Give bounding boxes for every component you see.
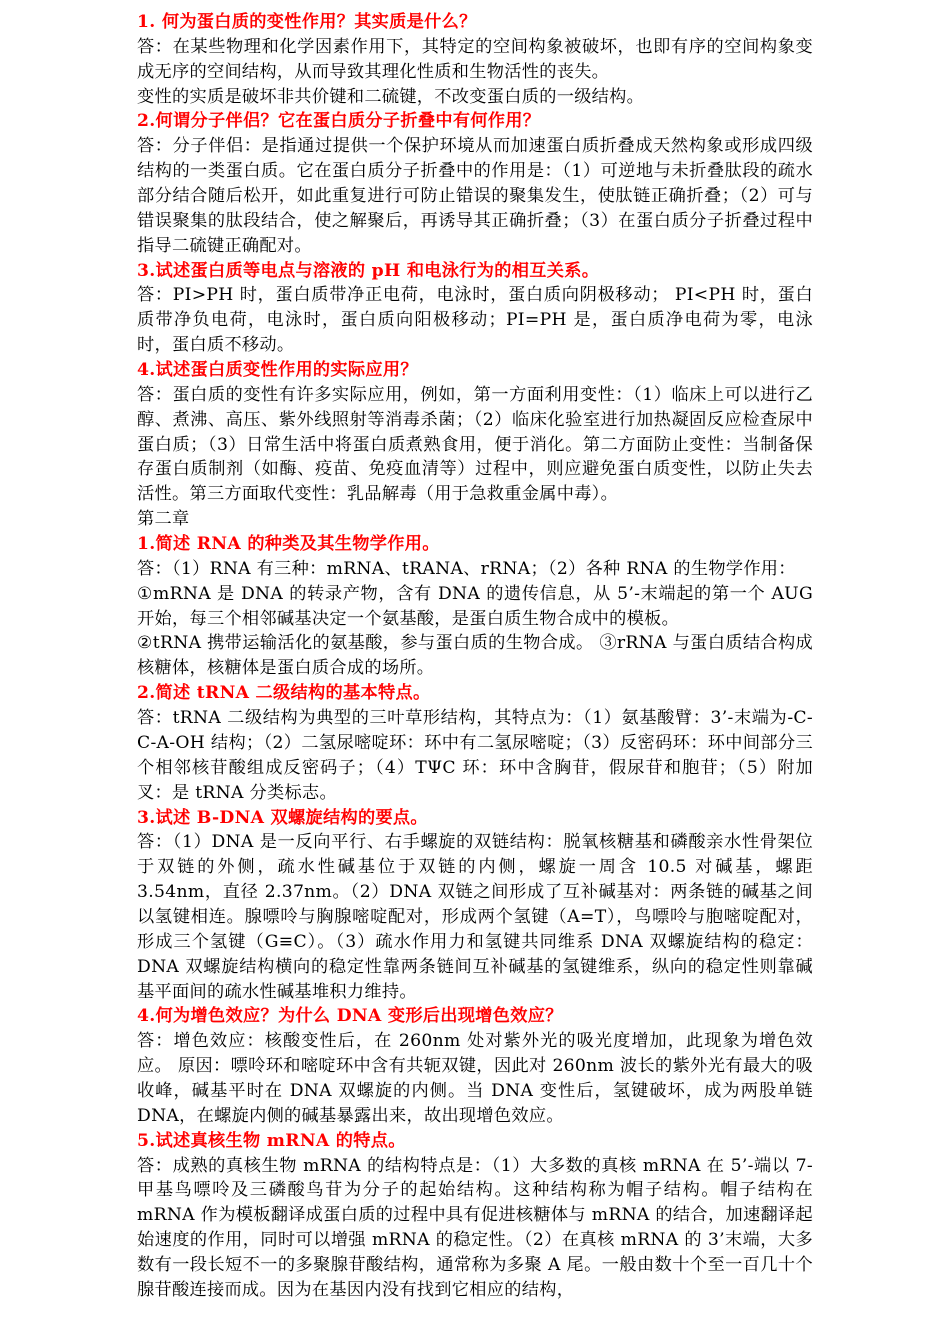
answer-paragraph: 答：成熟的真核生物 mRNA 的结构特点是：（1）大多数的真核 mRNA 在 5’-端以 7-甲基鸟嘌呤及三磷酸鸟苷为分子的起始结构。这种结构称为帽子结构。帽子结构在 mRNA 作为模板翻译成蛋白质的过程中具有促进核糖体与 mRNA 的结合，加速翻译起始速度的作用，同时可以增强 mRNA 的稳定性。（2）在真核 mRNA 的 3’末端，大多数有一段长短不一的多聚腺苷酸结构，通常称为多聚 A 尾。一般由数十个至一百几十个腺苷酸连接而成。因为在基因内没有找到它相应的结构， (137, 1155, 813, 1300)
question-heading: 4.试述蛋白质变性作用的实际应用？ (137, 360, 418, 381)
answer-paragraph: 答：增色效应：核酸变性后，在 260nm 处对紫外光的吸光度增加，此现象为增色效应。 原因：嘌呤环和嘧啶环中含有共轭双键，因此对 260nm 波长的紫外光有最大的吸收峰，碱基平时在 DNA 双螺旋的内侧。当 DNA 变性后，氢键破坏，成为两股单链 DNA，在螺旋内侧的碱基暴露出来，故出现增色效应。 (137, 1031, 813, 1126)
answer-paragraph: 答：PI>PH 时，蛋白质带净正电荷，电泳时，蛋白质向阴极移动； PI<PH 时，蛋白质带净负电荷，电泳时，蛋白质向阳极移动；PI=PH 是，蛋白质净电荷为零，电泳时，蛋白质不移动。 (137, 285, 813, 356)
question-heading: 2.何谓分子伴侣？它在蛋白质分子折叠中有何作用？ (137, 111, 541, 132)
question-heading: 1. 何为蛋白质的变性作用？其实质是什么？ (137, 12, 477, 32)
answer-paragraph: 变性的实质是破坏非共价键和二硫键，不改变蛋白质的一级结构。 (137, 86, 645, 107)
question-heading: 5.试述真核生物 mRNA 的特点。 (137, 1130, 406, 1151)
answer-paragraph: 答：（1）DNA 是一反向平行、右手螺旋的双链结构：脱氧核糖基和磷酸亲水性骨架位于双链的外侧，疏水性碱基位于双链的内侧，螺旋一周含 10.5 对碱基，螺距 3.54nm，直径 2.37nm。（2）DNA 双链之间形成了互补碱基对：两条链的碱基之间以氢键相连。腺嘌呤与胸腺嘧啶配对，形成两个氢键（A=T），鸟嘌呤与胞嘧啶配对，形成三个氢键（G≡C）。（3）疏水作用力和氢键共同维系 DNA 双螺旋结构的稳定：DNA 双螺旋结构横向的稳定性靠两条链间互补碱基的氢键维系，纵向的稳定性则靠碱基平面间的疏水性碱基堆积力维持。 (137, 832, 813, 1002)
chapter-heading: 第二章 (137, 509, 190, 530)
answer-paragraph: 答：蛋白质的变性有许多实际应用，例如，第一方面利用变性：（1）临床上可以进行乙醇、煮沸、高压、紫外线照射等消毒杀菌；（2）临床化验室进行加热凝固反应检查尿中蛋白质；（3）日常生活中将蛋白质煮熟食用，便于消化。第二方面防止变性：当制备保存蛋白质制剂（如酶、疫苗、免疫血清等）过程中，则应避免蛋白质变性，以防止失去活性。第三方面取代变性：乳品解毒（用于急救重金属中毒）。 (137, 384, 813, 505)
document-page (137, 10, 813, 1303)
answer-paragraph: ②tRNA 携带运输活化的氨基酸，参与蛋白质的生物合成。 ③rRNA 与蛋白质结合构成核糖体，核糖体是蛋白质合成的场所。 (137, 633, 813, 679)
answer-paragraph: ①mRNA 是 DNA 的转录产物，含有 DNA 的遗传信息，从 5’-末端起的第一个 AUG 开始，每三个相邻碱基决定一个氨基酸，是蛋白质生物合成中的模板。 (137, 583, 813, 629)
question-heading: 2.简述 tRNA 二级结构的基本特点。 (137, 683, 431, 704)
question-heading: 3.试述蛋白质等电点与溶液的 pH 和电泳行为的相互关系。 (137, 260, 600, 281)
question-heading: 3.试述 B-DNA 双螺旋结构的要点。 (137, 807, 428, 828)
answer-paragraph: 答：分子伴侣：是指通过提供一个保护环境从而加速蛋白质折叠成天然构象或形成四级结构的一类蛋白质。它在蛋白质分子折叠中的作用是：（1）可逆地与未折叠肽段的疏水部分结合随后松开，如此重复进行可防止错误的聚集发生，使肽链正确折叠；（2）可与错误聚集的肽段结合，使之解聚后，再诱导其正确折叠；（3）在蛋白质分子折叠过程中指导二硫键正确配对。 (137, 136, 813, 256)
question-heading: 4.何为增色效应？为什么 DNA 变形后出现增色效应？ (137, 1006, 563, 1027)
answer-paragraph: 答：在某些物理和化学因素作用下，其特定的空间构象被破坏，也即有序的空间构象变成无序的空间结构，从而导致其理化性质和生物活性的丧失。 (137, 36, 813, 82)
answer-paragraph: 答：（1）RNA 有三种：mRNA、tRANA、rRNA；（2）各种 RNA 的生物学作用： (137, 558, 796, 579)
question-heading: 1.简述 RNA 的种类及其生物学作用。 (137, 534, 440, 555)
answer-paragraph: 答：tRNA 二级结构为典型的三叶草形结构，其特点为：（1）氨基酸臂：3’-末端为-C-C-A-OH 结构；（2）二氢尿嘧啶环：环中有二氢尿嘧啶；（3）反密码环：环中间部分三个相邻核苷酸组成反密码子；（4）TΨC 环：环中含胸苷，假尿苷和胞苷；（5）附加叉：是 tRNA 分类标志。 (137, 708, 813, 803)
